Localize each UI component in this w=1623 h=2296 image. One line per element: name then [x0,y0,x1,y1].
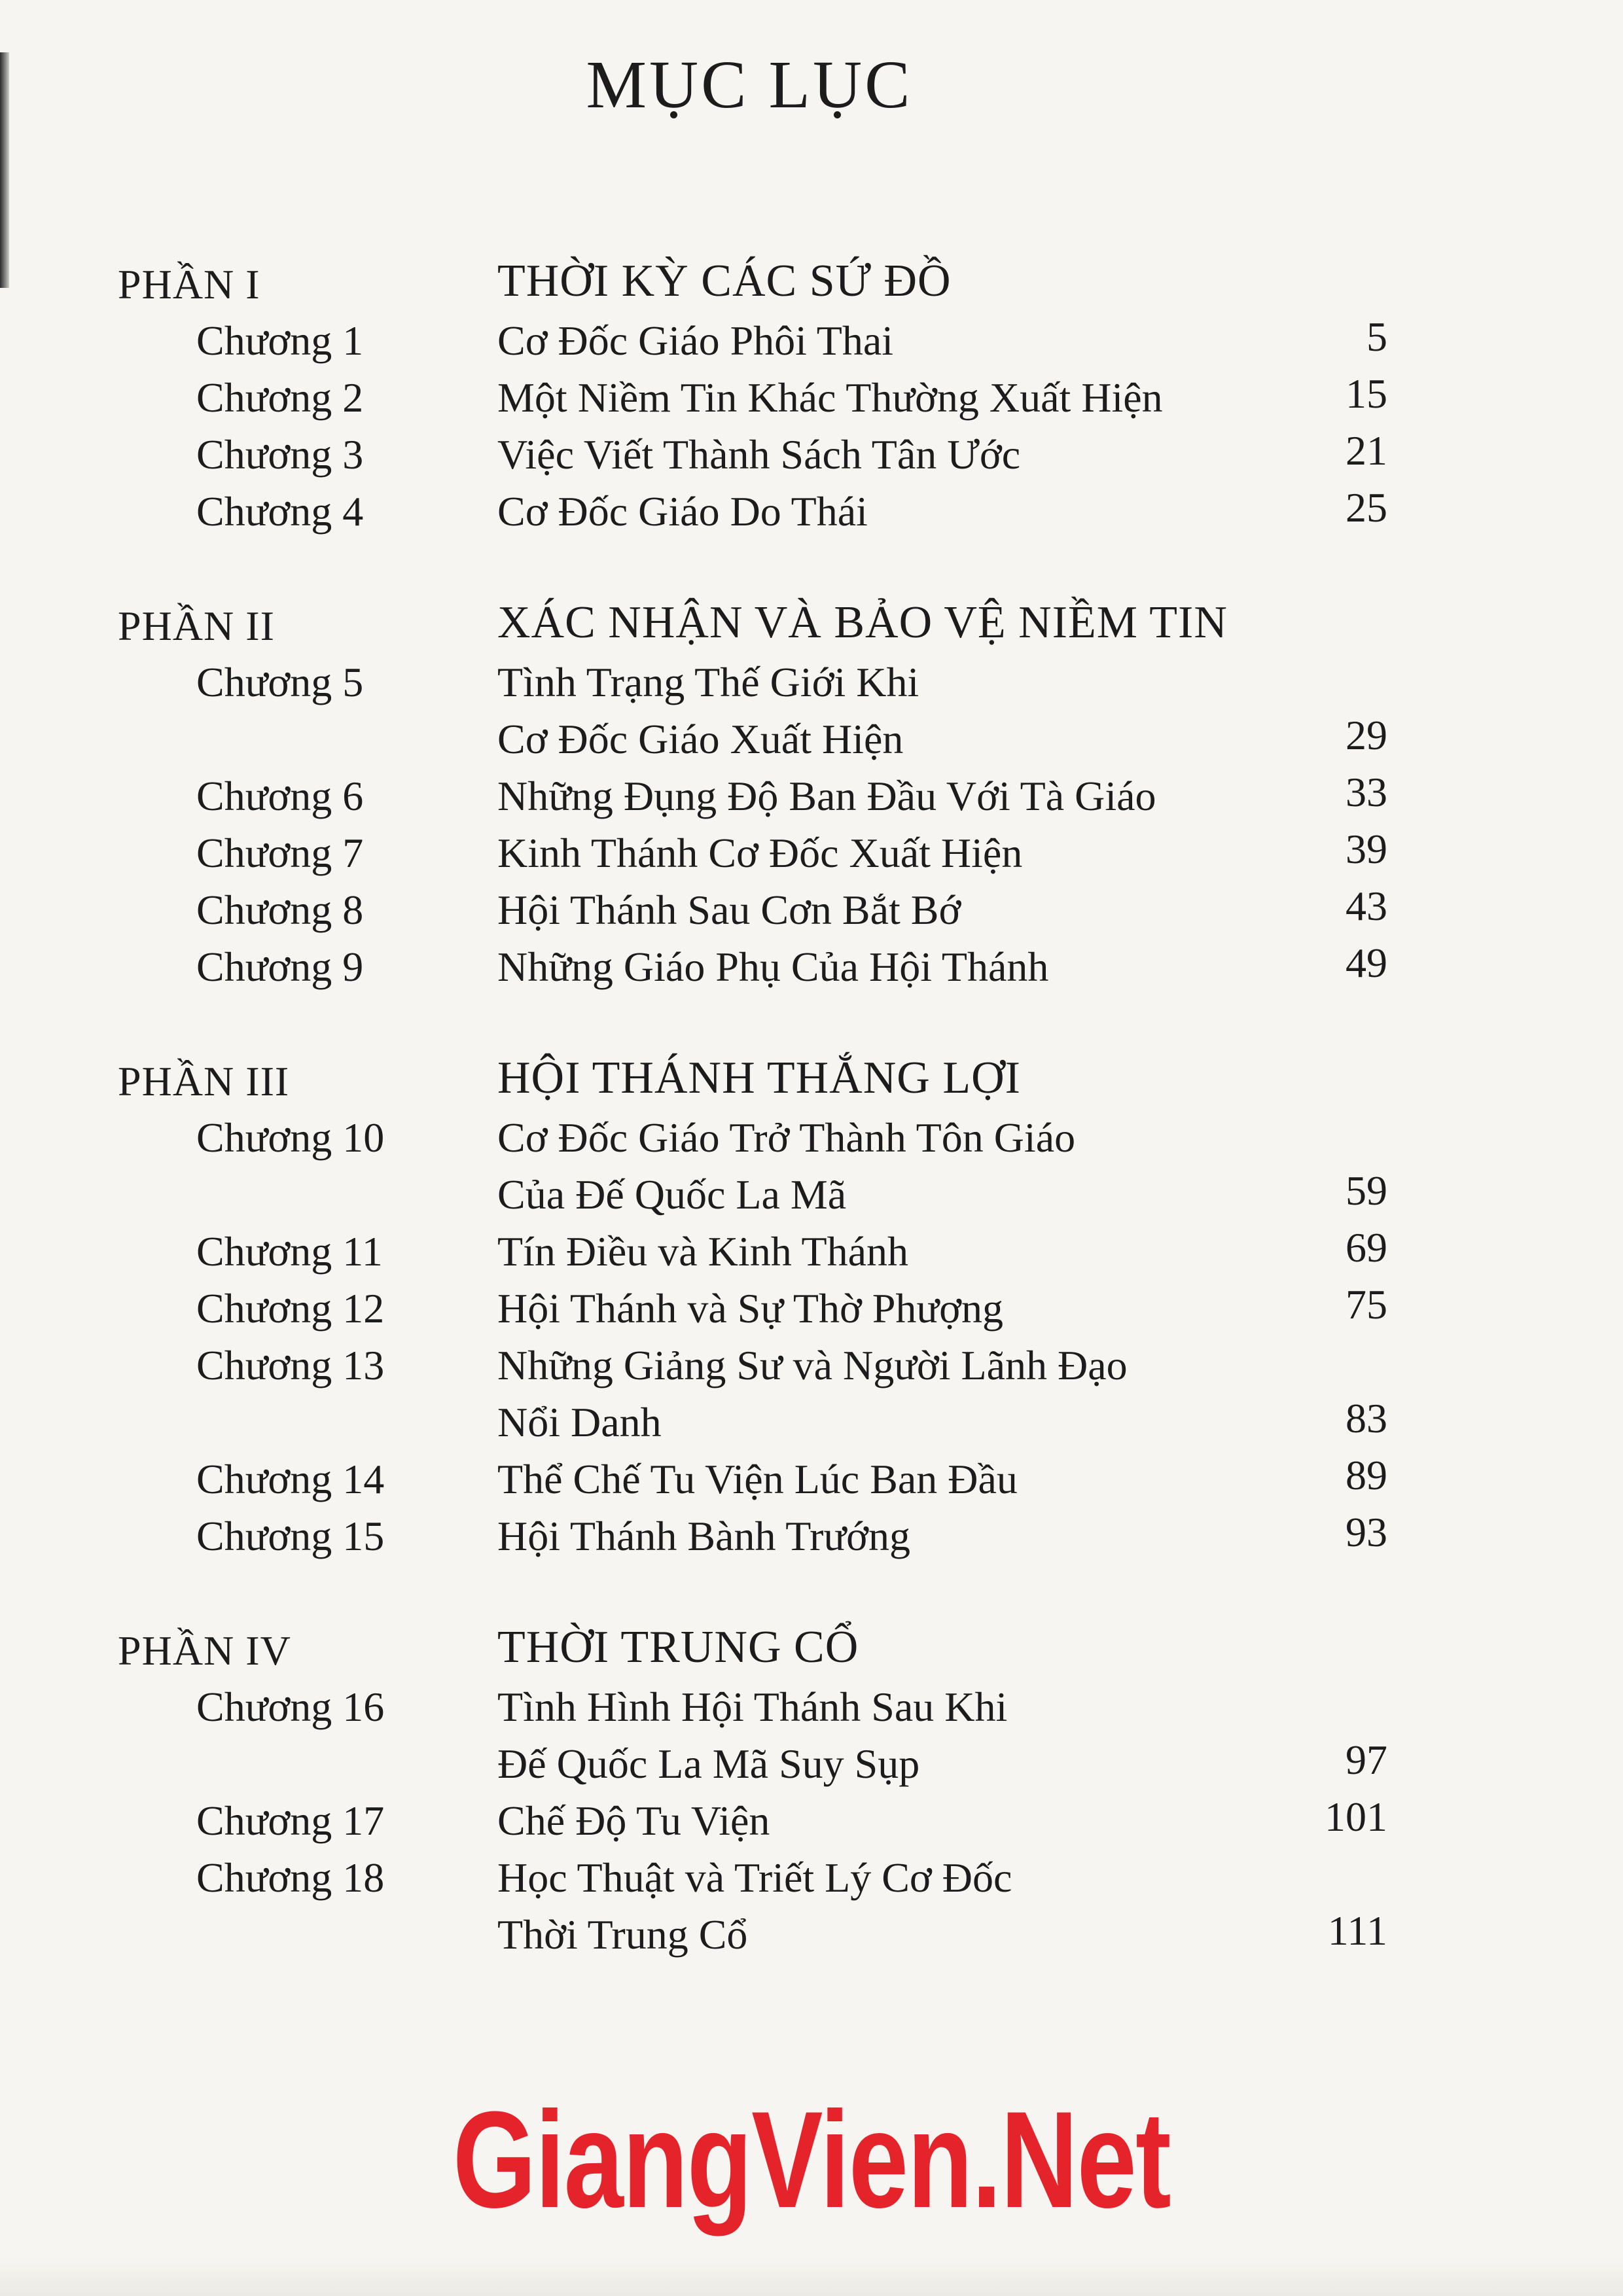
chapter-label: Chương 16 [196,1684,385,1730]
toc-entry-line [118,1337,1400,1394]
toc-entry[interactable] [118,427,1400,484]
toc-entry-line [118,711,1400,768]
chapter-title: Nổi Danh [497,1399,662,1445]
toc-entry-line [118,825,1400,882]
toc-part [118,1615,1400,1964]
part-label: PHẦN II [118,603,275,649]
toc-entry[interactable] [118,1280,1400,1337]
chapter-title: Cơ Đốc Giáo Do Thái [497,488,868,535]
toc-entry[interactable] [118,1793,1400,1850]
toc-entry-line [118,427,1400,484]
page-number: 43 [1346,883,1387,929]
chapter-title: Chế Độ Tu Viện [497,1797,770,1844]
toc-entry[interactable] [118,768,1400,825]
page-number: 29 [1346,712,1387,758]
chapter-label: Chương 3 [196,431,364,478]
page-title: MỤC LỤC [586,47,913,122]
toc-entry-line [118,484,1400,540]
toc-entry-line [118,939,1400,996]
page-number: 111 [1327,1907,1387,1954]
toc-entry[interactable] [118,654,1400,768]
page-number: 83 [1346,1395,1387,1441]
part-title: HỘI THÁNH THẮNG LỢI [497,1053,1021,1103]
chapter-title: Tình Trạng Thế Giới Khi [497,659,919,705]
part-title: XÁC NHẬN VÀ BẢO VỆ NIỀM TIN [497,597,1228,648]
part-label: PHẦN IV [118,1627,291,1674]
toc-entry-line [118,1793,1400,1850]
chapter-title: Hội Thánh Bành Trướng [497,1513,910,1559]
chapter-label: Chương 7 [196,830,364,876]
chapter-title: Kinh Thánh Cơ Đốc Xuất Hiện [497,830,1023,876]
table-of-contents [118,249,1400,2013]
chapter-label: Chương 5 [196,659,364,705]
chapter-title: Những Giáo Phụ Của Hội Thánh [497,944,1049,990]
toc-entry[interactable] [118,1679,1400,1793]
chapter-title: Học Thuật và Triết Lý Cơ Đốc [497,1854,1012,1901]
toc-entry[interactable] [118,484,1400,540]
part-heading [118,1615,1400,1679]
chapter-label: Chương 12 [196,1285,385,1332]
toc-entry-line [118,654,1400,711]
toc-entry-line [118,1451,1400,1508]
toc-entry-line [118,1850,1400,1907]
chapter-label: Chương 17 [196,1797,385,1844]
page-number: 93 [1346,1509,1387,1555]
part-heading [118,590,1400,654]
chapter-title: Thời Trung Cổ [497,1911,748,1958]
chapter-title: Một Niềm Tin Khác Thường Xuất Hiện [497,374,1163,421]
page-number: 101 [1325,1793,1387,1840]
toc-entry[interactable] [118,1850,1400,1964]
watermark: GiangVien.Net [452,2083,1171,2236]
toc-entry-line [118,313,1400,370]
chapter-label: Chương 18 [196,1854,385,1901]
toc-part [118,1046,1400,1565]
toc-entry[interactable] [118,939,1400,996]
chapter-title: Đế Quốc La Mã Suy Sụp [497,1740,920,1787]
chapter-label: Chương 8 [196,887,364,933]
page-number: 89 [1346,1452,1387,1498]
page-number: 25 [1346,484,1387,531]
page-number: 5 [1366,313,1387,360]
toc-entry-line [118,1679,1400,1736]
chapter-title: Cơ Đốc Giáo Trở Thành Tôn Giáo [497,1114,1076,1161]
chapter-label: Chương 14 [196,1456,385,1502]
toc-entry[interactable] [118,1110,1400,1224]
toc-entry-line [118,768,1400,825]
part-title: THỜI TRUNG CỔ [497,1622,859,1672]
toc-entry-line [118,370,1400,427]
chapter-title: Tình Hình Hội Thánh Sau Khi [497,1684,1008,1730]
toc-entry-line [118,1394,1400,1451]
toc-entry-line [118,882,1400,939]
chapter-label: Chương 10 [196,1114,385,1161]
page-number: 21 [1346,427,1387,474]
toc-entry[interactable] [118,882,1400,939]
toc-entry-line [118,1907,1400,1964]
toc-entry[interactable] [118,370,1400,427]
chapter-title: Những Đụng Độ Ban Đầu Với Tà Giáo [497,773,1156,819]
toc-entry-line [118,1508,1400,1565]
toc-entry-line [118,1736,1400,1793]
chapter-title: Hội Thánh Sau Cơn Bắt Bớ [497,887,961,933]
part-label: PHẦN I [118,261,260,308]
toc-entry-line [118,1167,1400,1224]
toc-part [118,249,1400,540]
page-number: 97 [1346,1737,1387,1783]
chapter-label: Chương 4 [196,488,364,535]
toc-entry-line [118,1280,1400,1337]
page-number: 75 [1346,1281,1387,1328]
chapter-title: Hội Thánh và Sự Thờ Phượng [497,1285,1003,1332]
page-bottom-shadow [0,2257,1623,2296]
part-heading [118,249,1400,313]
chapter-title: Cơ Đốc Giáo Phôi Thai [497,317,894,364]
toc-entry[interactable] [118,1337,1400,1451]
chapter-title: Cơ Đốc Giáo Xuất Hiện [497,716,904,762]
page-number: 33 [1346,769,1387,815]
chapter-label: Chương 2 [196,374,364,421]
toc-entry[interactable] [118,1508,1400,1565]
toc-part [118,590,1400,996]
page-number: 49 [1346,940,1387,986]
toc-entry-line [118,1110,1400,1167]
chapter-title: Những Giảng Sư và Người Lãnh Đạo [497,1342,1128,1388]
toc-entry[interactable] [118,825,1400,882]
chapter-label: Chương 9 [196,944,364,990]
part-title: THỜI KỲ CÁC SỨ ĐỒ [497,256,952,306]
page-number: 59 [1346,1167,1387,1214]
chapter-title: Thể Chế Tu Viện Lúc Ban Đầu [497,1456,1018,1502]
page-number: 39 [1346,826,1387,872]
part-label: PHẦN III [118,1058,290,1104]
part-heading [118,1046,1400,1110]
chapter-title: Việc Viết Thành Sách Tân Ước [497,431,1021,478]
chapter-title: Của Đế Quốc La Mã [497,1171,847,1218]
chapter-title: Tín Điều và Kinh Thánh [497,1228,909,1275]
toc-entry[interactable] [118,1451,1400,1508]
chapter-label: Chương 6 [196,773,364,819]
page-number: 69 [1346,1224,1387,1271]
chapter-label: Chương 13 [196,1342,385,1388]
chapter-label: Chương 1 [196,317,364,364]
chapter-label: Chương 15 [196,1513,385,1559]
page-number: 15 [1346,370,1387,417]
toc-entry[interactable] [118,313,1400,370]
toc-entry[interactable] [118,1224,1400,1280]
chapter-label: Chương 11 [196,1228,383,1275]
toc-entry-line [118,1224,1400,1280]
